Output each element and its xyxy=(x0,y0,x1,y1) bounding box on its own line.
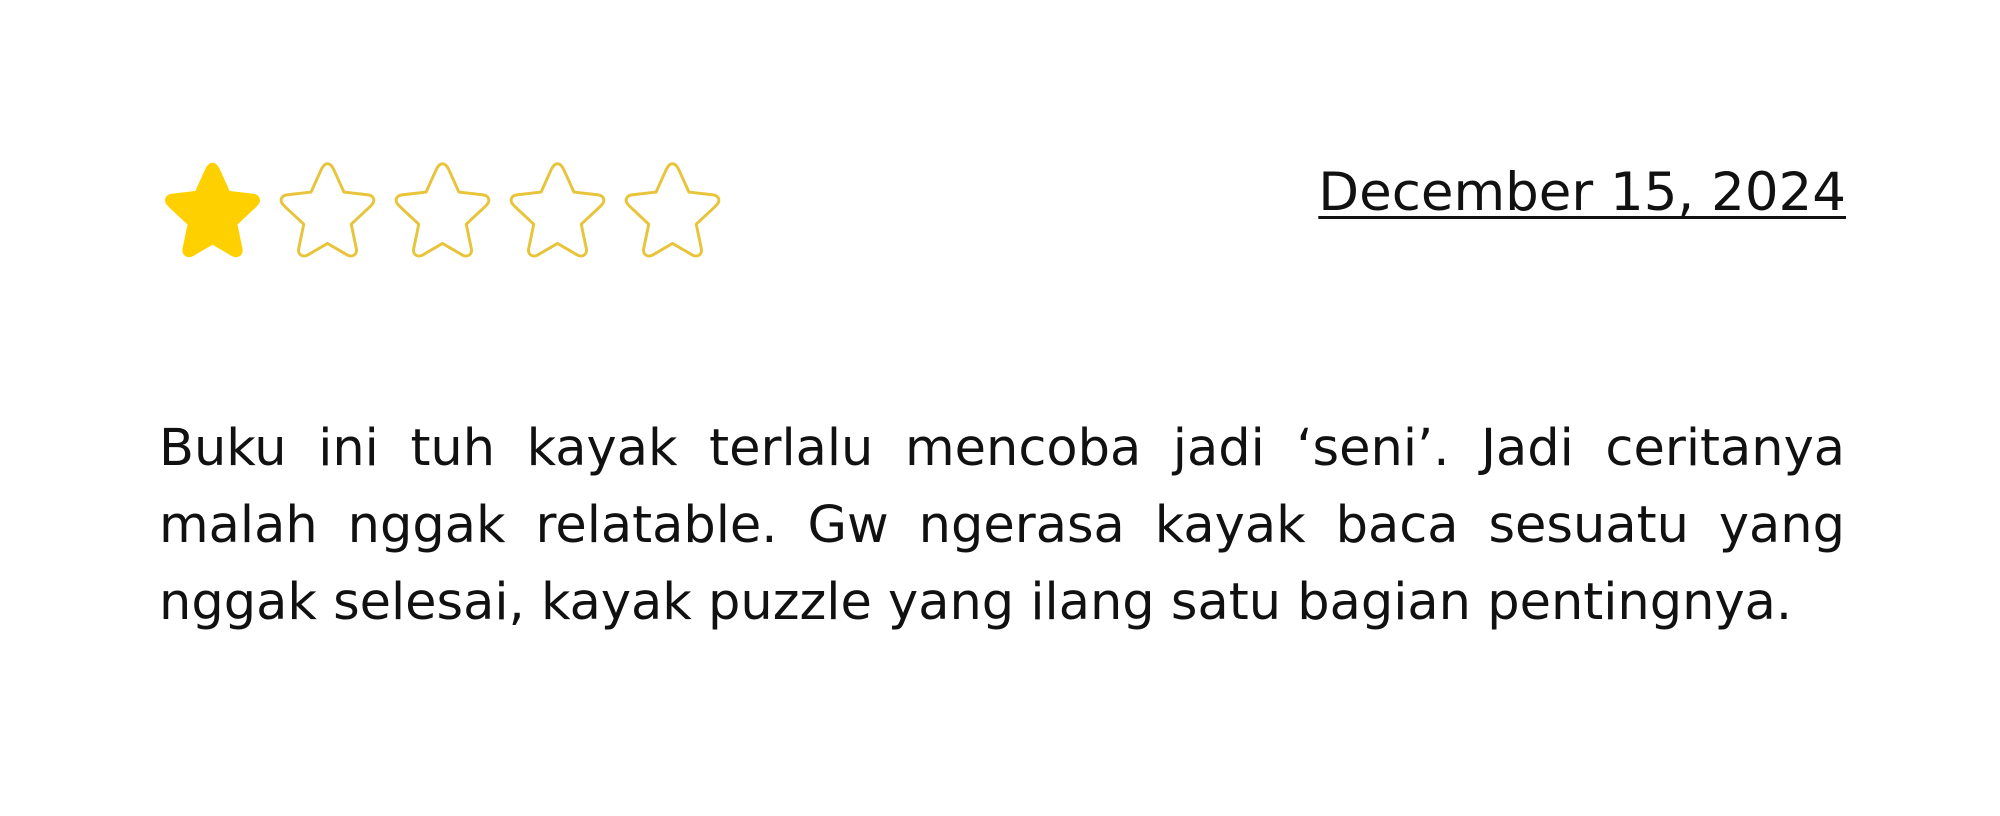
filled-star-icon xyxy=(156,157,269,270)
empty-star-icon xyxy=(501,157,614,270)
empty-star-icon xyxy=(271,157,384,270)
review-date: December 15, 2024 xyxy=(1318,162,1846,223)
empty-star-icon xyxy=(386,157,499,270)
review-text: Buku ini tuh kayak terlalu mencoba jadi ‘seni’. Jadi ceritanya malah nggak relatable. Gw ngerasa kayak baca sesuatu yang nggak selesai, kayak puzzle yang ilang satu bagian pentingnya. xyxy=(159,419,1845,632)
star-rating xyxy=(156,155,729,271)
empty-star-icon xyxy=(616,157,729,270)
